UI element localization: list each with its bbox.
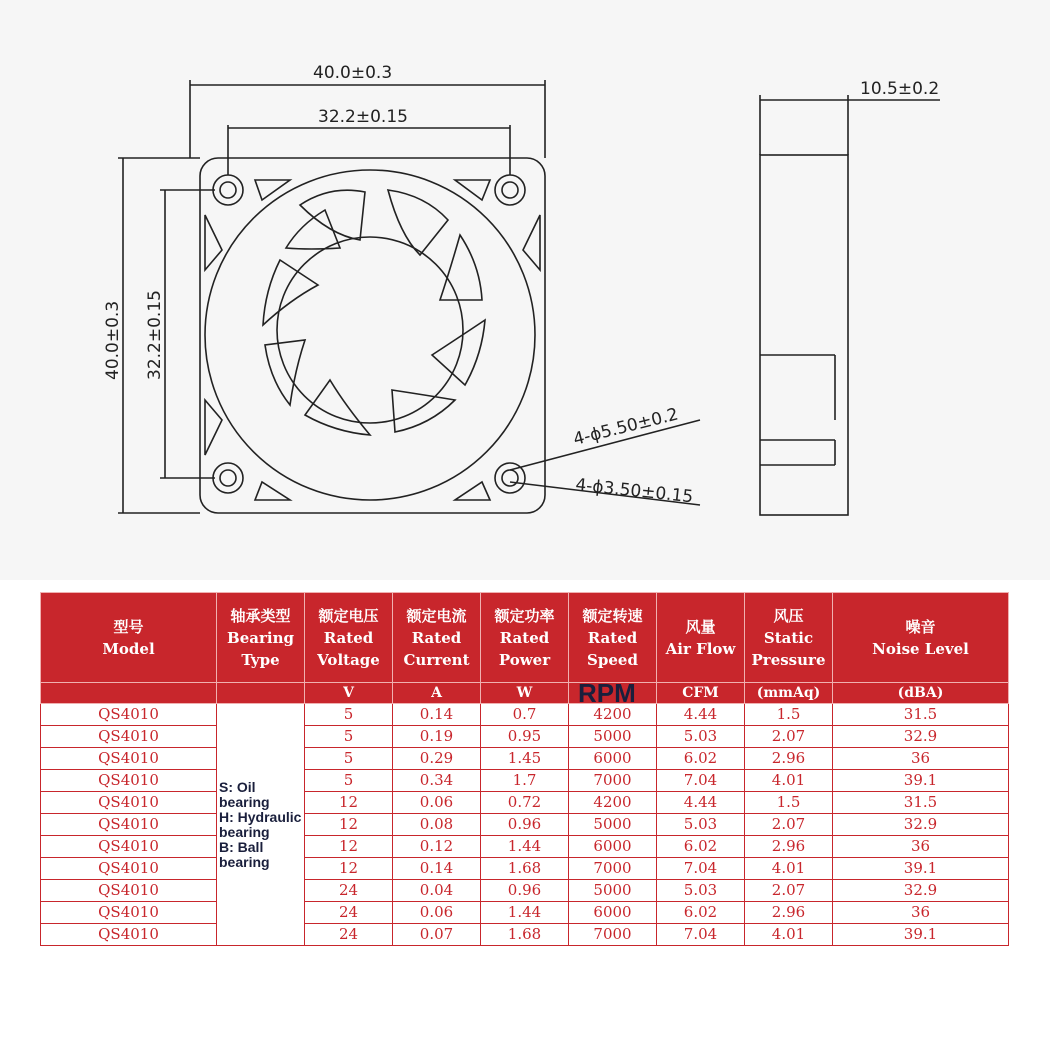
pressure-cell: 2.96 — [745, 836, 833, 858]
voltage-cell: 24 — [305, 924, 393, 946]
unit-airflow: CFM — [657, 683, 745, 704]
airflow-cell: 5.03 — [657, 814, 745, 836]
noise-cell: 36 — [833, 836, 1009, 858]
current-cell: 0.12 — [393, 836, 481, 858]
current-cell: 0.07 — [393, 924, 481, 946]
airflow-cell: 5.03 — [657, 726, 745, 748]
model-cell: QS4010 — [41, 880, 217, 902]
pressure-cell: 2.07 — [745, 814, 833, 836]
table-row — [41, 704, 1009, 726]
pressure-cell: 4.01 — [745, 858, 833, 880]
noise-cell: 36 — [833, 902, 1009, 924]
current-cell: 0.19 — [393, 726, 481, 748]
speed-cell: 5000 — [569, 726, 657, 748]
voltage-cell: 5 — [305, 726, 393, 748]
model-cell: QS4010 — [41, 924, 217, 946]
header-row — [41, 593, 1009, 683]
hole-spacing-vertical: 32.2±0.15 — [145, 290, 165, 380]
airflow-cell: 6.02 — [657, 902, 745, 924]
unit-voltage: V — [305, 683, 393, 704]
height-dimension: 40.0±0.3 — [103, 300, 123, 380]
speed-cell: 6000 — [569, 902, 657, 924]
voltage-cell: 5 — [305, 704, 393, 726]
noise-cell: 31.5 — [833, 704, 1009, 726]
fan-blade — [263, 260, 318, 325]
pressure-cell: 2.96 — [745, 748, 833, 770]
mount-hole — [213, 175, 243, 205]
table-row — [41, 726, 1009, 748]
mount-hole — [502, 182, 518, 198]
power-cell: 1.44 — [481, 836, 569, 858]
unit-row — [41, 683, 1009, 704]
header-pressure: 风压 Static Pressure — [745, 593, 833, 683]
power-cell: 0.72 — [481, 792, 569, 814]
mount-hole — [495, 175, 525, 205]
table-row — [41, 858, 1009, 880]
power-cell: 0.95 — [481, 726, 569, 748]
table-row — [41, 924, 1009, 946]
model-cell: QS4010 — [41, 814, 217, 836]
header-bearing: 轴承类型 Bearing Type — [217, 593, 305, 683]
fan-blade — [265, 340, 305, 405]
power-cell: 0.7 — [481, 704, 569, 726]
airflow-cell: 7.04 — [657, 924, 745, 946]
fan-blade — [392, 390, 455, 432]
unit-current: A — [393, 683, 481, 704]
speed-cell: 7000 — [569, 770, 657, 792]
speed-cell: 4200 — [569, 792, 657, 814]
voltage-cell: 24 — [305, 880, 393, 902]
voltage-cell: 12 — [305, 858, 393, 880]
noise-cell: 32.9 — [833, 726, 1009, 748]
unit-bearing — [217, 683, 305, 704]
voltage-cell: 12 — [305, 814, 393, 836]
airflow-cell: 6.02 — [657, 748, 745, 770]
power-cell: 1.68 — [481, 924, 569, 946]
noise-cell: 39.1 — [833, 770, 1009, 792]
speed-cell: 4200 — [569, 704, 657, 726]
current-cell: 0.06 — [393, 792, 481, 814]
speed-cell: 7000 — [569, 858, 657, 880]
header-voltage: 额定电压 Rated Voltage — [305, 593, 393, 683]
noise-cell: 32.9 — [833, 814, 1009, 836]
model-cell: QS4010 — [41, 770, 217, 792]
airflow-cell: 6.02 — [657, 836, 745, 858]
table-row — [41, 880, 1009, 902]
spec-table-body — [41, 704, 1009, 946]
noise-cell: 36 — [833, 748, 1009, 770]
model-cell: QS4010 — [41, 726, 217, 748]
pressure-cell: 4.01 — [745, 924, 833, 946]
header-power: 额定功率 Rated Power — [481, 593, 569, 683]
header-noise: 噪音 Noise Level — [833, 593, 1009, 683]
table-row — [41, 836, 1009, 858]
pressure-cell: 2.07 — [745, 880, 833, 902]
current-cell: 0.06 — [393, 902, 481, 924]
airflow-cell: 4.44 — [657, 704, 745, 726]
fan-blade — [305, 380, 370, 435]
current-cell: 0.29 — [393, 748, 481, 770]
speed-cell: 6000 — [569, 748, 657, 770]
current-cell: 0.14 — [393, 858, 481, 880]
mount-hole — [220, 470, 236, 486]
speed-cell: 7000 — [569, 924, 657, 946]
unit-noise: (dBA) — [833, 683, 1009, 704]
outer-hole-dimension: 4-ϕ5.50±0.2 — [571, 404, 681, 450]
power-cell: 1.68 — [481, 858, 569, 880]
rpm-unit-label: RPM — [578, 678, 636, 708]
fan-blade — [300, 190, 365, 240]
airflow-cell: 7.04 — [657, 858, 745, 880]
model-cell: QS4010 — [41, 748, 217, 770]
fan-housing-ring — [205, 170, 535, 500]
spec-table — [40, 592, 1009, 946]
model-cell: QS4010 — [41, 902, 217, 924]
model-cell: QS4010 — [41, 704, 217, 726]
voltage-cell: 24 — [305, 902, 393, 924]
fan-blade — [440, 235, 482, 300]
airflow-cell: 5.03 — [657, 880, 745, 902]
pressure-cell: 1.5 — [745, 792, 833, 814]
pressure-cell: 2.07 — [745, 726, 833, 748]
noise-cell: 32.9 — [833, 880, 1009, 902]
speed-cell: 5000 — [569, 880, 657, 902]
speed-cell: 6000 — [569, 836, 657, 858]
voltage-cell: 12 — [305, 792, 393, 814]
unit-power: W — [481, 683, 569, 704]
voltage-cell: 5 — [305, 770, 393, 792]
mount-hole — [213, 463, 243, 493]
table-row — [41, 770, 1009, 792]
width-dimension: 40.0±0.3 — [313, 63, 393, 83]
power-cell: 1.44 — [481, 902, 569, 924]
bearing-type-note: S: Oil bearing H: Hydraulic bearing B: Ball bearing — [217, 704, 305, 946]
unit-pressure: (mmAq) — [745, 683, 833, 704]
model-cell: QS4010 — [41, 792, 217, 814]
airflow-cell: 4.44 — [657, 792, 745, 814]
table-row — [41, 792, 1009, 814]
fan-frame — [200, 158, 545, 513]
fan-hub — [277, 237, 463, 423]
header-airflow: 风量 Air Flow — [657, 593, 745, 683]
fan-blade — [432, 320, 485, 385]
current-cell: 0.34 — [393, 770, 481, 792]
noise-cell: 39.1 — [833, 924, 1009, 946]
power-cell: 1.45 — [481, 748, 569, 770]
current-cell: 0.08 — [393, 814, 481, 836]
pressure-cell: 2.96 — [745, 902, 833, 924]
fan-blade — [388, 190, 448, 255]
model-cell: QS4010 — [41, 836, 217, 858]
table-row — [41, 748, 1009, 770]
speed-cell: 5000 — [569, 814, 657, 836]
voltage-cell: 5 — [305, 748, 393, 770]
current-cell: 0.14 — [393, 704, 481, 726]
table-row — [41, 814, 1009, 836]
model-cell: QS4010 — [41, 858, 217, 880]
table-row — [41, 902, 1009, 924]
thickness-dimension: 10.5±0.2 — [860, 79, 940, 99]
header-model: 型号 Model — [41, 593, 217, 683]
unit-model — [41, 683, 217, 704]
spec-table-wrapper — [40, 592, 1008, 946]
noise-cell: 31.5 — [833, 792, 1009, 814]
hole-spacing-horizontal: 32.2±0.15 — [318, 107, 408, 127]
power-cell: 0.96 — [481, 814, 569, 836]
airflow-cell: 7.04 — [657, 770, 745, 792]
pressure-cell: 1.5 — [745, 704, 833, 726]
power-cell: 1.7 — [481, 770, 569, 792]
current-cell: 0.04 — [393, 880, 481, 902]
header-current: 额定电流 Rated Current — [393, 593, 481, 683]
pressure-cell: 4.01 — [745, 770, 833, 792]
header-speed: 额定转速 Rated Speed — [569, 593, 657, 683]
mount-hole — [502, 470, 518, 486]
inner-hole-dimension: 4-ϕ3.50±0.15 — [574, 475, 695, 508]
voltage-cell: 12 — [305, 836, 393, 858]
noise-cell: 39.1 — [833, 858, 1009, 880]
mount-hole — [220, 182, 236, 198]
power-cell: 0.96 — [481, 880, 569, 902]
